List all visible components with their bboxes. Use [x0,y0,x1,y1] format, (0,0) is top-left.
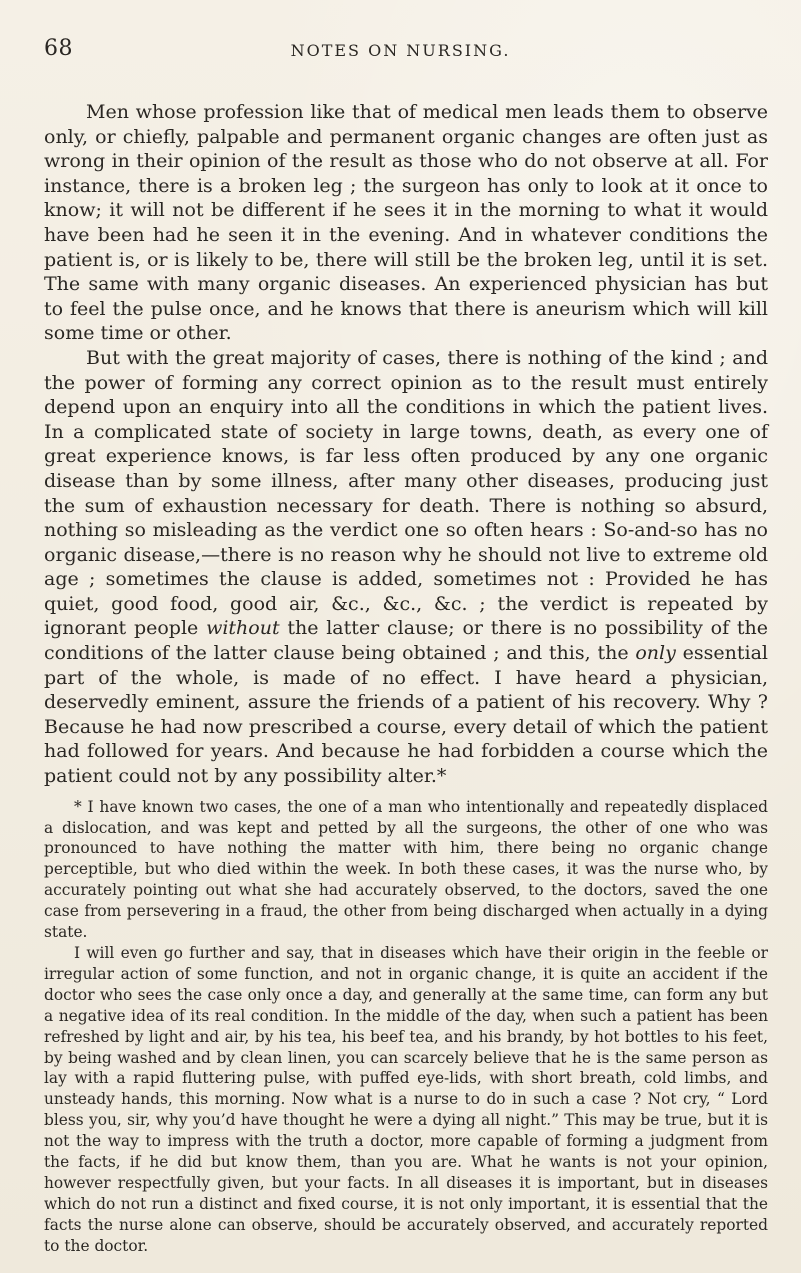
page-number: 68 [44,36,73,61]
running-head: NOTES ON NURSING. [290,41,511,60]
footnotes [44,797,768,1257]
emphasis-without: without [206,617,280,640]
emphasis-only: only [635,642,676,665]
footnote-2: I will even go further and say, that in diseases which have their origin in the feeble or irregular action of some function, and not in organic change, it is quite an accident if the doctor who sees the case only once a day, and generally at the same time, can form any but a negative idea of its real condition. In the middle of the day, when such a patient has been refreshed by light and air, by his tea, his beef tea, and his brandy, by hot bottles to his feet, by being washed and by clean linen, you can scarcely believe that he is the same person as lay with a rapid fluttering pulse, with puffed eye-lids, with short breath, cold limbs, and unsteady hands, this morning. Now what is a nurse to do in such a case ? Not cry, “ Lord bless you, sir, why you’d have thought he were a dying all night.” This may be true, but it is not the way to impress with the truth a doctor, more capable of forming a judgment from the facts, if he did but know them, than you are. What he wants is not your opinion, however respectfully given, but your facts. In all diseases it is important, but in diseases which do not run a distinct and fixed course, it is not only important, it is essential that the facts the nurse alone can observe, should be accurately observed, and accurately reported to the doctor. [44,943,768,1255]
page-text [44,100,768,1257]
paragraph-conditions-of-patient [44,346,768,789]
paragraph-medical-observation: Men whose profession like that of medical men leads them to observe only, or chiefly, palpable and permanent organic changes are often just as wrong in their opinion of the result as those who do not observe at all. For instance, there is a broken leg ; the surgeon has only to look at it once to know; it will not be different if he sees it in the morning to what it would have been had he seen it in the evening. And in whatever conditions the patient is, or is likely to be, there will still be the broken leg, until it is set. The same with many organic diseases. An experienced physician has but to feel the pulse once, and he knows that there is aneurism which will kill some time or other. [44,101,768,345]
page-header [44,36,757,60]
footnote-1: * I have known two cases, the one of a man who intentionally and repeatedly displaced a dislocation, and was kept and petted by all the surgeons, the other of one who was pronounced to have nothing the matter with him, there being no organic change perceptible, but who died within the week. In both these cases, it was the nurse who, by accurately pointing out what she had accurately observed, to the doctors, saved the one case from persevering in a fraud, the other from being discharged when actually in a dying state. [44,797,768,942]
paragraph-text-part-2: the latter clause; or there is no possibility of the conditions of the latter clause being obtained ; and this, the [44,617,769,665]
paragraph-text-part-3: essential part of the whole, is made of no effect. I have heard a physician, deservedly eminent, assure the friends of a patient of his recovery. Why ? Because he had now prescribed a course, every detail of which the patient had followed for years. And because he had forbidden a course which the patient could not by any possibility alter.* [44,642,768,788]
paragraph-text-part-1: But with the great majority of cases, there is nothing of the kind ; and the power of forming any correct opinion as to the result must entirely depend upon an enquiry into all the conditions in which the patient lives. In a complicated state of society in large towns, death, as every one of great experience knows, is far less often produced by any one organic disease than by some illness, after many other diseases, producing just the sum of exhaustion necessary for death. There is nothing so absurd, nothing so misleading as the verdict one so often hears : So-and-so has no organic disease,—there is no reason why he should not live to extreme old age ; sometimes the clause is added, sometimes not : Provided he has quiet, good food, good air, &c., &c., &c. ; the verdict is repeated by ignorant people [44,346,768,640]
